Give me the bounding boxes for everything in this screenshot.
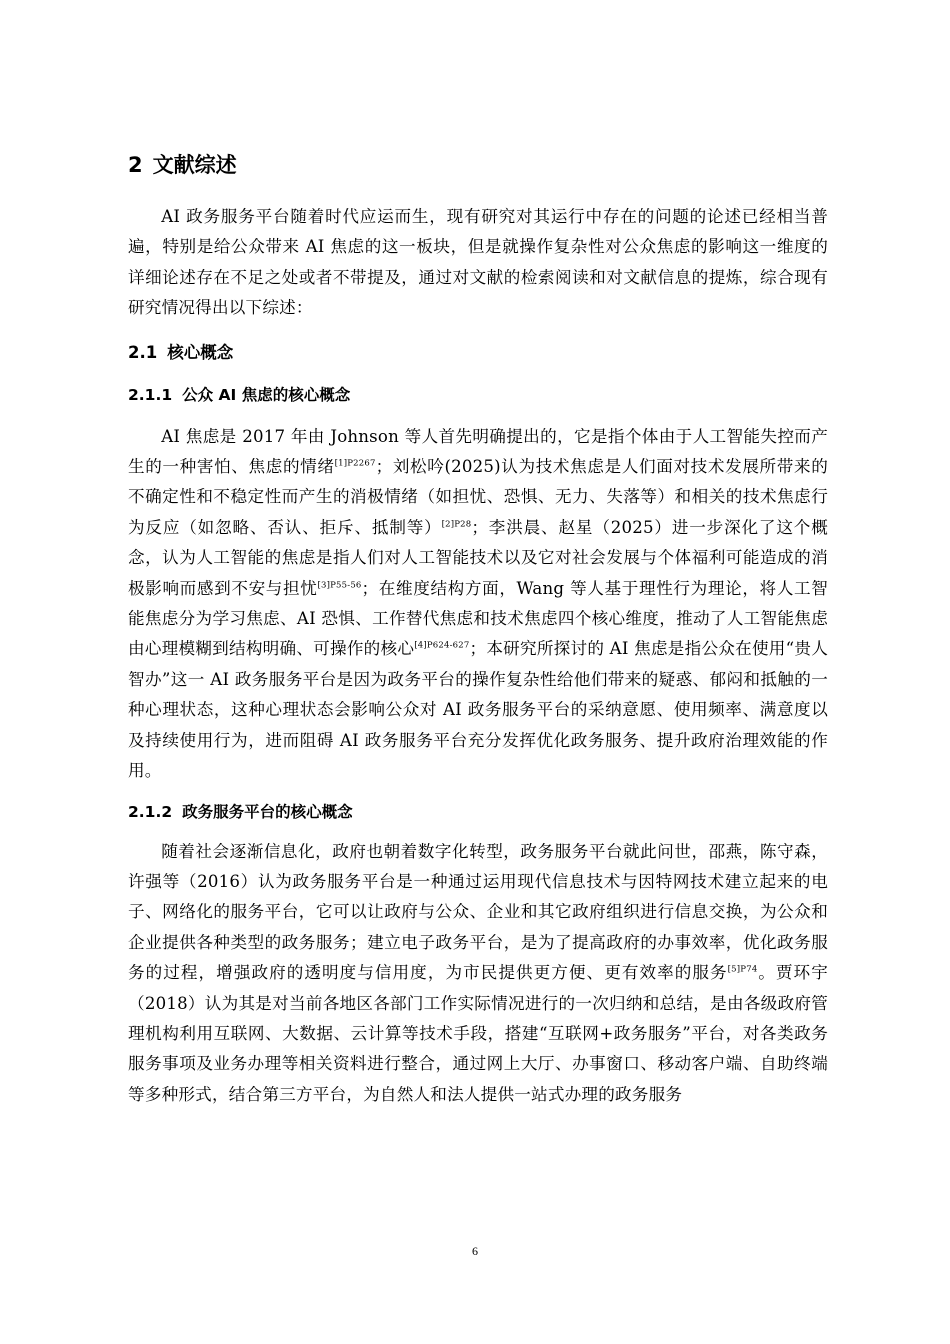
section-title: 文献综述 xyxy=(152,153,237,177)
ai-anxiety-paragraph xyxy=(128,422,828,787)
text-run: 。贾环宇（2018）认为其是对当前各地区各部门工作实际情况进行的一次归纳和总结，是由各级政府管理机构利用互联网、大数据、云计算等技术手段，搭建“互联网+政务服务”平台，对各类政务服务事项及业务办理等相关资料进行整合，通过网上大厅、办事窗口、移动客户端、自助终端等多种形式，结合第三方平台，为自然人和法人提供一站式办理的政务服务 xyxy=(128,963,828,1104)
sub-subsection-heading-1 xyxy=(128,382,828,408)
citation: [5]P74 xyxy=(727,964,758,975)
text-run: ；刘松吟(2025)认为技术焦虑是人们面对技术发展所带来的不确定性和不稳定性而产生的消极情绪（如担忧、恐惧、无力、失落等）和相关的技术焦虑行为反应（如忽略、否认、拒斥、抵制等） xyxy=(128,457,828,537)
page-number: 6 xyxy=(472,1244,478,1258)
section-heading xyxy=(128,148,828,182)
section-intro-paragraph: AI 政务服务平台随着时代应运而生，现有研究对其运行中存在的问题的论述已经相当普遍，特别是给公众带来 AI 焦虑的这一板块，但是就操作复杂性对公众焦虑的影响这一维度的详细论述存在不足之处或者不带提及，通过对文献的检索阅读和对文献信息的提炼，综合现有研究情况得出以下综述： xyxy=(128,207,828,318)
citation: [3]P55-56 xyxy=(317,580,362,591)
subsection-title: 核心概念 xyxy=(167,342,234,362)
citation: [1]P2267 xyxy=(334,458,376,469)
page-content xyxy=(128,148,828,1110)
citation: [2]P28 xyxy=(441,519,472,530)
sub-subsection-number-1: 2.1.1 xyxy=(128,385,173,404)
subsection-heading xyxy=(128,340,828,366)
text-run: ；在维度结构方面，Wang 等人基于理性行为理论，将人工智能焦虑分为学习焦虑、AI 恐惧、工作替代焦虑和技术焦虑四个核心维度，推动了人工智能焦虑由心理模糊到结构明确、可操作的核心 xyxy=(128,578,829,659)
text-run: ；本研究所探讨的 AI 焦虑是指公众在使用“贵人智办”这一 AI 政务服务平台是因为政务平台的操作复杂性给他们带来的疑惑、郁闷和抵触的一种心理状态，这种心理状态会影响公众对 AI 政务服务平台的采纳意愿、使用频率、满意度以及持续使用行为，进而阻碍 AI 政务服务平台充分发挥优化政务服务、提升政府治理效能的作用。 xyxy=(128,639,828,781)
text-run: 随着社会逐渐信息化，政府也朝着数字化转型，政务服务平台就此问世，邵燕，陈守森，许强等（2016）认为政务服务平台是一种通过运用现代信息技术与因特网技术建立起来的电子、网络化的服务平台，它可以让政府与公众、企业和其它政府组织进行信息交换，为公众和企业提供各种类型的政务服务；建立电子政务平台，是为了提高政府的办事效率，优化政务服务的过程，增强政府的透明度与信用度，为市民提供更方便、更有效率的服务 xyxy=(128,841,828,983)
sub-subsection-number-2: 2.1.2 xyxy=(128,802,173,821)
sub-subsection-heading-2 xyxy=(128,799,828,825)
sub-subsection-title-2: 政务服务平台的核心概念 xyxy=(182,802,353,821)
sub-subsection-title-1: 公众 AI 焦虑的核心概念 xyxy=(182,385,351,404)
text-run: ；李洪晨、赵星（2025）进一步深化了这个概念，认为人工智能的焦虑是指人们对人工智能技术以及它对社会发展与个体福利可能造成的消极影响而感到不安与担忧 xyxy=(128,517,828,598)
platform-paragraph xyxy=(128,837,828,1111)
text-run: AI 焦虑是 2017 年由 Johnson 等人首先明确提出的，它是指个体由于人工智能失控而产生的一种害怕、焦虑的情绪 xyxy=(128,426,828,477)
section-number: 2 xyxy=(128,153,143,177)
citation: [4]P624-627 xyxy=(414,640,470,651)
subsection-number: 2.1 xyxy=(128,342,158,362)
